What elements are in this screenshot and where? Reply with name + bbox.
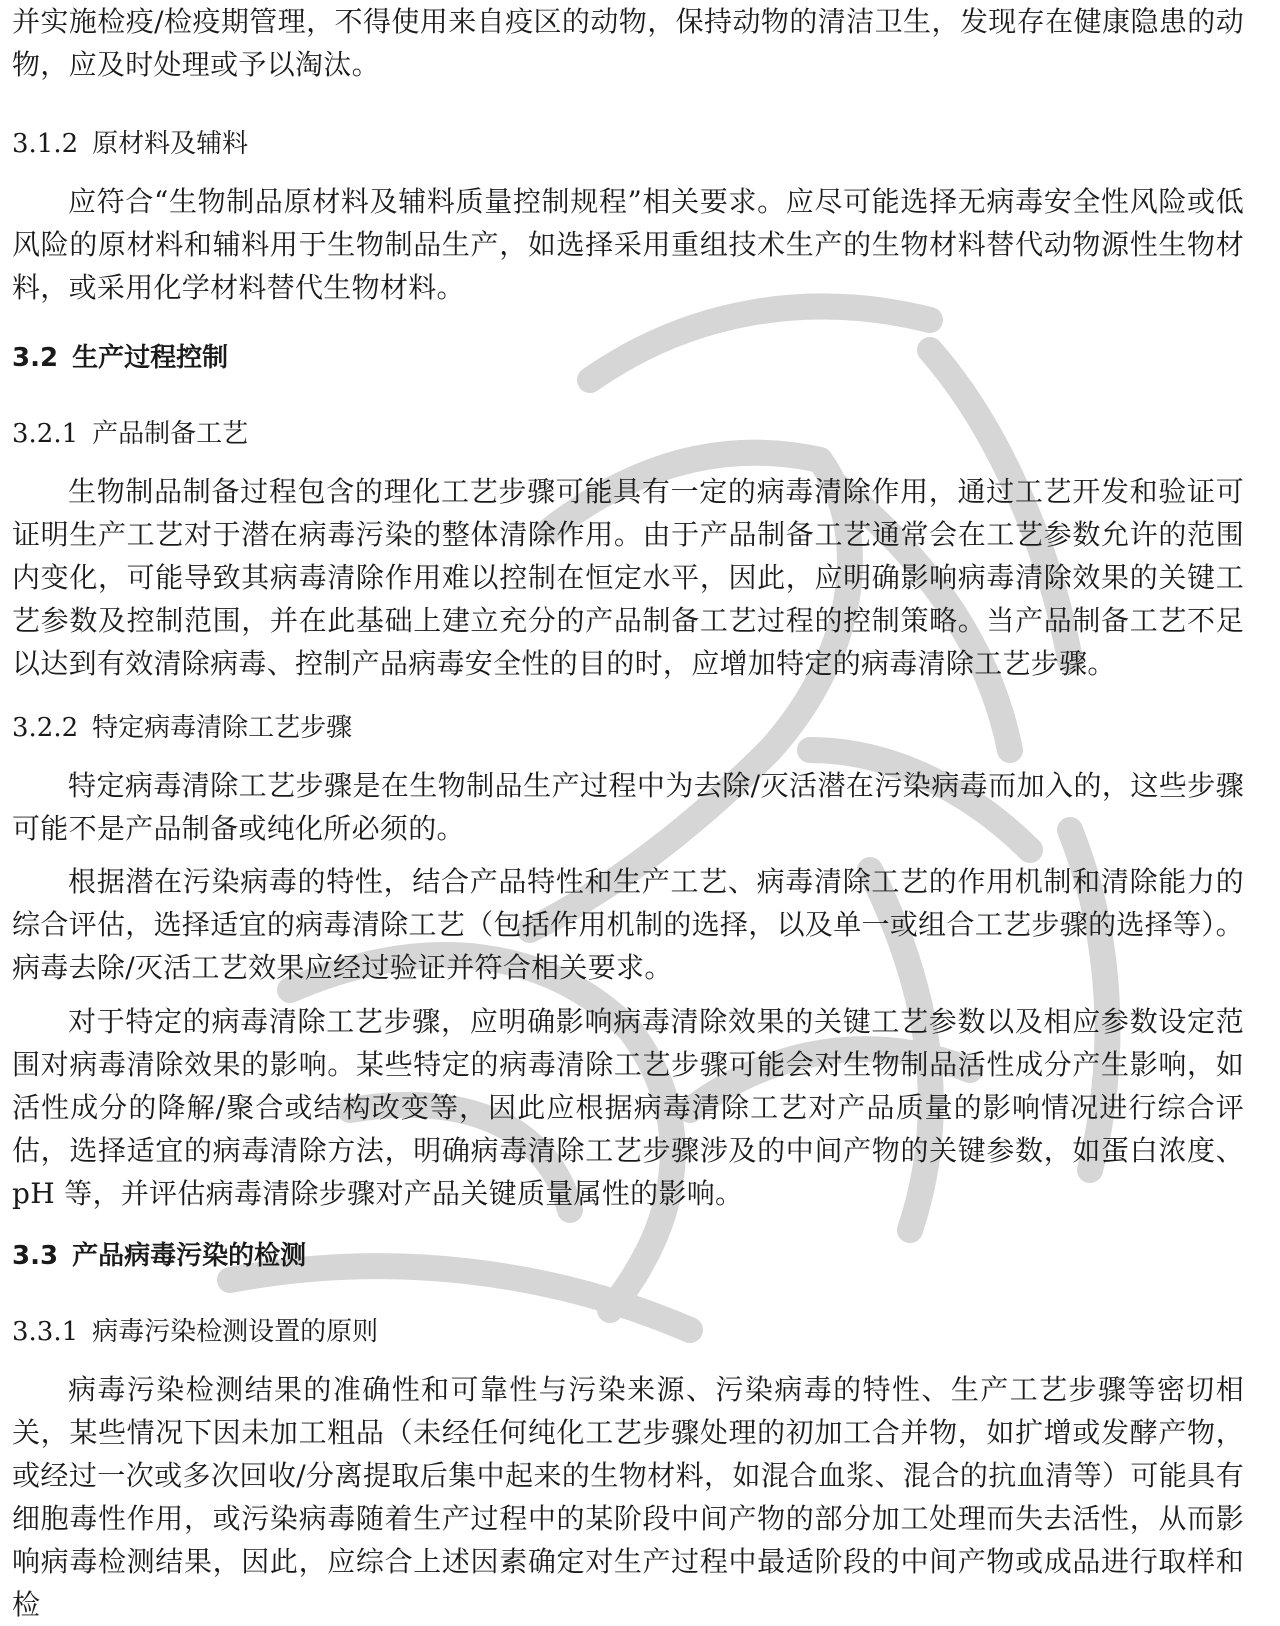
heading-3-2-2	[12, 708, 352, 748]
section-title: 产品制备工艺	[92, 419, 249, 449]
heading-3-2	[12, 338, 228, 378]
heading-3-3-1	[12, 1312, 378, 1352]
section-number: 3.3	[12, 1241, 59, 1271]
section-title: 生产过程控制	[72, 343, 229, 373]
section-title: 原材料及辅料	[92, 129, 249, 159]
paragraph-process: 生物制品制备过程包含的理化工艺步骤可能具有一定的病毒清除作用，通过工艺开发和验证可证明生产工艺对于潜在病毒污染的整体清除作用。由于产品制备工艺通常会在工艺参数允许的范围内变化，可能导致其病毒清除作用难以控制在恒定水平，因此，应明确影响病毒清除效果的关键工艺参数及控制范围，并在此基础上建立充分的产品制备工艺过程的控制策略。当产品制备工艺不足以达到有效清除病毒、控制产品病毒安全性的目的时，应增加特定的病毒清除工艺步骤。	[12, 475, 1244, 680]
section-number: 3.2	[12, 343, 59, 373]
heading-3-1-2	[12, 124, 248, 164]
heading-3-2-1	[12, 414, 248, 454]
heading-3-3	[12, 1236, 306, 1276]
paragraph-parameters: 对于特定的病毒清除工艺步骤，应明确影响病毒清除效果的关键工艺参数以及相应参数设定范围对病毒清除效果的影响。某些特定的病毒清除工艺步骤可能会对生物制品活性成分产生影响，如活性成分的降解/聚合或结构改变等，因此应根据病毒清除工艺对产品质量的影响情况进行综合评估，选择适宜的病毒清除方法，明确病毒清除工艺步骤涉及的中间产物的关键参数，如蛋白浓度、pH 等，并评估病毒清除步骤对产品关键质量属性的影响。	[12, 1005, 1244, 1210]
section-number: 3.2.1	[12, 419, 79, 449]
section-title: 病毒污染检测设置的原则	[92, 1317, 379, 1347]
paragraph-raw-materials: 应符合“生物制品原材料及辅料质量控制规程”相关要求。应尽可能选择无病毒安全性风险或低风险的原材料和辅料用于生物制品生产，如选择采用重组技术生产的生物材料替代动物源性生物材料，或采用化学材料替代生物材料。	[12, 185, 1244, 304]
paragraph-specific-steps: 特定病毒清除工艺步骤是在生物制品生产过程中为去除/灭活潜在污染病毒而加入的，这些步骤可能不是产品制备或纯化所必须的。	[12, 769, 1244, 845]
paragraph-selection: 根据潜在污染病毒的特性，结合产品特性和生产工艺、病毒清除工艺的作用机制和清除能力的综合评估，选择适宜的病毒清除工艺（包括作用机制的选择，以及单一或组合工艺步骤的选择等）。病毒去除/灭活工艺效果应经过验证并符合相关要求。	[12, 865, 1244, 984]
paragraph-detection-principles: 病毒污染检测结果的准确性和可靠性与污染来源、污染病毒的特性、生产工艺步骤等密切相关，某些情况下因未加工粗品（未经任何纯化工艺步骤处理的初加工合并物，如扩增或发酵产物，或经过一次或多次回收/分离提取后集中起来的生物材料，如混合血浆、混合的抗血清等）可能具有细胞毒性作用，或污染病毒随着生产过程中的某阶段中间产物的部分加工处理而失去活性，从而影响病毒检测结果，因此，应综合上述因素确定对生产过程中最适阶段的中间产物或成品进行取样和检	[12, 1373, 1244, 1621]
section-number: 3.1.2	[12, 129, 79, 159]
section-number: 3.2.2	[12, 713, 79, 743]
section-number: 3.3.1	[12, 1317, 79, 1347]
section-title: 产品病毒污染的检测	[72, 1241, 307, 1271]
section-title: 特定病毒清除工艺步骤	[92, 713, 353, 743]
paragraph-continuation: 并实施检疫/检疫期管理，不得使用来自疫区的动物，保持动物的清洁卫生，发现存在健康隐患的动物，应及时处理或予以淘汰。	[12, 5, 1244, 81]
